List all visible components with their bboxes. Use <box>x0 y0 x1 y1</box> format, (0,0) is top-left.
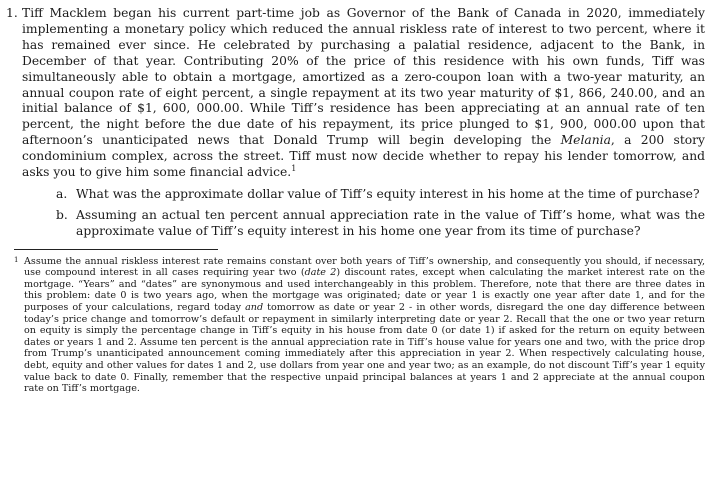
footnote-italic-1: date 2 <box>304 267 337 279</box>
footnote <box>14 256 705 395</box>
footnote-italic-2: and <box>245 302 264 314</box>
footnote-text-part-3: tomorrow as date or year 2 - in other words, disregard the one day difference between today’s price change and tomorrow’s default or repayment in similarly interpreting date or year 2. Recall that the one or two year return on equity is simply the percentage change in Tiff’s equity in his house from date 0 (or date 1) if asked for the return on equity between dates or years 1 and 2. Assume ten percent is the annual appreciation rate in Tiff’s house value for years one and two, with the price drop from Trump’s unanticipated announcement coming immediately after this appreciation in year 2. When respectively calculating house, debt, equity and other values for dates 1 and 2, use dollars from year one and year two; as an example, do not discount Tiff’s year 1 equity value back to date 0. Finally, remember that the respective unpaid principal balances at years 1 and 2 appreciate at the annual coupon rate on Tiff’s mortgage. <box>24 302 705 395</box>
problem-1 <box>6 6 705 181</box>
problem-text-italic: Melania <box>560 133 611 148</box>
part-label: a. <box>56 186 68 201</box>
question-parts <box>56 187 705 240</box>
problem-text-part-2: , a 200 story condominium complex, across the street. Tiff must now decide whether to repay his lender tomorrow, and asks you to give him some financial advice. <box>22 133 705 180</box>
question-part-b <box>56 208 705 240</box>
problem-text-part-1: Tiff Macklem began his current part-time job as Governor of the Bank of Canada in 2020, immediately implementing a monetary policy which reduced the annual riskless rate of interest to two percent, where it has remained ever since. He celebrated by purchasing a palatial residence, adjacent to the Bank, in December of that year. Contributing 20% of the price of this residence with his own funds, Tiff was simultaneously able to obtain a mortgage, amortized as a zero-coupon loan with a two-year maturity, an annual coupon rate of eight percent, a single repayment at its two year maturity of $1, 866, 240.00, and an initial balance of $1, 600, 000.00. While Tiff’s residence has been appreciating at an annual rate of ten percent, the night before the due date of his repayment, its price plunged to $1, 900, 000.00 upon that afternoon’s unanticipated news that Donald Trump will begin developing the <box>22 6 705 148</box>
footnote-divider <box>14 249 218 250</box>
footnote-text-part-2: ) discount rates, except when calculating the market interest rate on the mortgage. “Years” and “dates” are synonymous and used interchangeably in this problem. Therefore, note that there are three dates in this problem: date 0 is two years ago, when the mortgage was originated; date or year 1 is exactly one year after date 1, and for the purposes of your calculations, regard today <box>24 267 705 314</box>
question-part-a <box>56 187 705 203</box>
part-text: What was the approximate dollar value of Tiff’s equity interest in his home at the time of purchase? <box>76 186 700 201</box>
footnote-mark: 1 <box>14 255 19 264</box>
footnote-reference: 1 <box>291 163 297 173</box>
part-text: Assuming an actual ten percent annual appreciation rate in the value of Tiff’s home, what was the approximate value of Tiff’s equity interest in his home one year from its time of purchase? <box>76 207 705 238</box>
footnote-text <box>24 256 705 395</box>
footnote-text-part-1: Assume the annual riskless interest rate remains constant over both years of Tiff’s ownership, and consequently you should, if necessary, use compound interest in all cases requiring year two ( <box>24 255 705 279</box>
problem-statement <box>22 6 705 181</box>
problem-number: 1. <box>6 6 18 20</box>
part-label: b. <box>56 207 68 222</box>
